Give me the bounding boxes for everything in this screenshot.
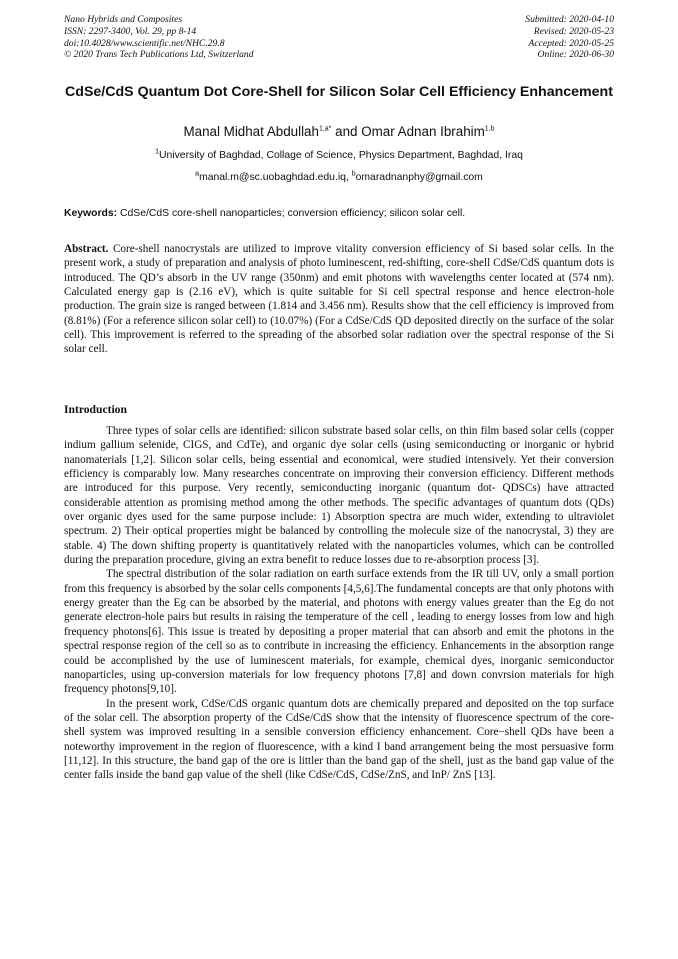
email-b-marker: b: [351, 170, 356, 178]
abstract-label: Abstract.: [64, 243, 109, 255]
abstract: [64, 242, 614, 357]
journal-doi: doi:10.4028/www.scientific.net/NHC.29.8: [64, 37, 225, 49]
date-submitted: Submitted: 2020-04-10: [525, 14, 614, 25]
email-a-marker: a: [195, 170, 200, 178]
date-revised: Revised: 2020-05-23: [533, 25, 614, 37]
introduction-body: [64, 424, 614, 783]
affiliation-text: University of Baghdad, Collage of Science, Physics Department, Baghdad, Iraq: [159, 150, 523, 161]
section-heading-introduction: Introduction: [64, 403, 127, 416]
intro-paragraph-2: The spectral distribution of the solar radiation on earth surface extends from the IR till UV, only a small portion from this frequency is absorbed by the solar cells components [4,5,6].The fundamental concepts are that only photons with energy greater than the Eg can be absorbed by the material, and photons with energy values greater than the Eg do not generate electron-hole pairs but results in raising the temperature of the cell , leading to energy losses from low and high frequency photons[6]. This issue is treated by depositing a proper material that can absorb and emit the photons in the spectral response region of the cell so as to contribute in increasing the efficiency. Enhancements in the absorption range could be accomplished by the use of luminescent materials, for example, chemical dyes, inorganic semiconductor nanoparticles, using up-conversion materials for low frequency photons [7,8] and down convrsion materials for high frequency photons[9,10].: [64, 568, 614, 696]
author-1: Manal Midhat Abdullah: [183, 124, 319, 139]
email-b: omaradnanphy@gmail.com: [355, 172, 483, 183]
keywords: [64, 208, 614, 219]
author-1-marker: 1,a*: [318, 125, 332, 133]
journal-copyright: © 2020 Trans Tech Publications Ltd, Switzerland: [64, 49, 254, 61]
intro-paragraph-3: In the present work, CdSe/CdS organic quantum dots are chemically prepared and deposited on the top surface of the solar cell. The absorption property of the CdSe/CdS show that the intensity of fluorescence spectrum of the core-shell system was improved resulting in a sensible conversion efficiency enhancement. Core−shell QDs have been a noteworthy improvement in the region of fluorescence, with a kind I band arrangement being the most persuasive form [11,12]. In this structure, the band gap of the ore is littler than the band gap of the shell, just as the band gap value of the center falls inside the band gap value of the shell (like CdSe/CdS, CdSe/ZnS, and InP/ ZnS [13].: [64, 697, 614, 782]
journal-info: [64, 14, 254, 61]
journal-name: Nano Hybrids and Composites: [64, 14, 183, 25]
keywords-label: Keywords:: [64, 208, 118, 219]
affiliation: [64, 150, 614, 161]
abstract-text: Core-shell nanocrystals are utilized to improve vitality conversion efficiency of Si based solar cells. In the present work, a study of preparation and analysis of photo luminescent, red-shifting, core-shell CdSe/CdS quantum dots is introduced. The QD’s absorb in the UV range (350nm) and emit photons with wavelengths center located at (574 nm). Calculated energy gap is (2.16 eV), which is quite suitable for Si cell spectral response and hence electron-hole production. The grain size is ranged between (1.814 and 3.456 nm). Results show that the cell efficiency is improved from (8.81%) (For a reference silicon solar cell) to (10.07%) (For a CdSe/CdS QD deposited directly on the surface of the solar cell). This improvement is referred to the spreading of the absorbed solar radiation over the spectral response of the Si solar cell.: [64, 243, 614, 356]
journal-issn: ISSN: 2297-3400, Vol. 29, pp 8-14: [64, 25, 197, 37]
date-accepted: Accepted: 2020-05-25: [528, 37, 614, 49]
email-a: manal.m@sc.uobaghdad.edu.iq,: [199, 172, 352, 183]
author-emails: [64, 172, 614, 183]
author-2-marker: 1,b: [484, 125, 495, 133]
paper-title: CdSe/CdS Quantum Dot Core-Shell for Silicon Solar Cell Efficiency Enhancement: [65, 84, 613, 100]
keywords-text: CdSe/CdS core-shell nanoparticles; conversion efficiency; silicon solar cell.: [117, 208, 466, 219]
author-2: Omar Adnan Ibrahim: [361, 124, 485, 139]
author-line: [64, 124, 614, 139]
affiliation-marker: 1: [155, 148, 160, 156]
submission-dates: [525, 14, 614, 61]
author-conjunction: and: [331, 124, 362, 139]
date-online: Online: 2020-06-30: [537, 49, 614, 61]
intro-paragraph-1: Three types of solar cells are identified: silicon substrate based solar cells, on thin film based solar cells (copper indium gallium selenide, CIGS, and CdTe), and organic dye solar cells (using semiconducting or inorganic or hybrid nanomaterials [1,2]. Silicon solar cells, being essential and economical, were studied intensively. Yet their conversion efficiency is comparably low. Many researches concentrate on improving their conversion efficiency. Different methods are introduced for this purpose. Very recently, semiconducting inorganic (quantum dot- QDSCs) have attracted considerable attention as promising method among the other methods. The specific advantages of quantum dots (QDs) over organic dyes used for the same purpose include: 1) Absorption spectra are much wider, extending to ultraviolet spectrum. 2) Their optical properties might be balanced by controlling the molecule size of the nanocrystal, 3) they are stable. 4) The down shifting property is quantitatively related with the nanoparticles volumes, which can be controlled during the preparation procedure, giving an extra benefit to reduce losses due to re-absorption process [3].: [64, 425, 614, 567]
